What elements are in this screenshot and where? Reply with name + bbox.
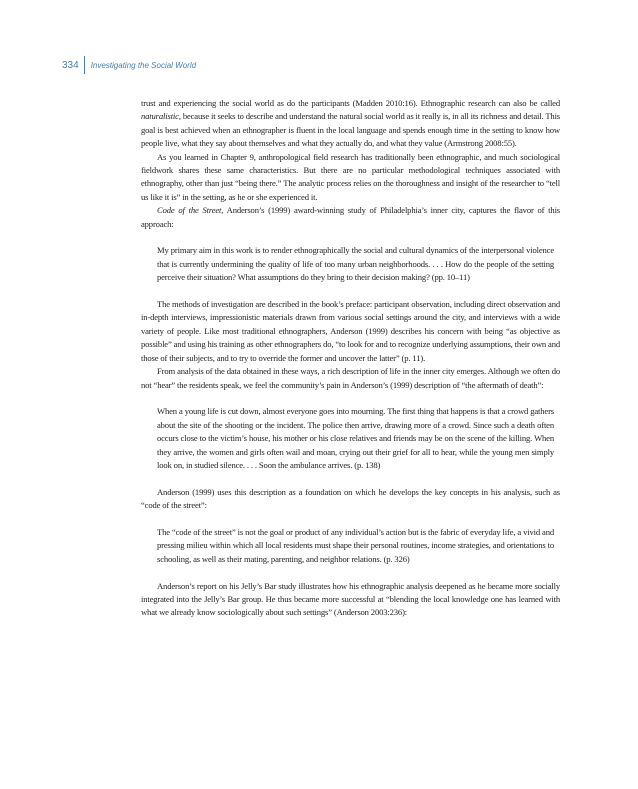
paragraph-1: trust and experiencing the social world as do the participants (Madden 2010:16). Ethnographic research can also be called naturalistic, because it seeks to describe and understand the natural social world as it really is, in all its richness and detail. This goal is best achieved when an ethnographer is fluent in the local language and spends enough time in the setting to know how people live, what they say about themselves and what they actually do, and what they value (Armstrong 2008:55).	[141, 98, 560, 149]
paragraph-3: Code of the Street, Anderson’s (1999) award-winning study of Philadelphia’s inner city, captures the flavor of this approach:	[141, 205, 561, 229]
term-naturalistic: naturalistic,	[141, 111, 181, 122]
paragraph-4: The methods of investigation are described in the book’s preface: participant observation, including direct observation and in-depth interviews, impressionistic materials drawn from various social settings around the city, and interviews with a wide variety of people. Like most traditional ethnographers, Anderson (1999) describes his concern with being “as objective as possible” and using his training as other ethnographers do, “to look for and to recognize underlying assumptions, their own and those of their subjects, and to try to override the former and uncover the latter” (p. 11).	[141, 299, 560, 363]
header-divider	[84, 56, 85, 74]
paragraph-7: Anderson’s report on his Jelly’s Bar study illustrates how his ethnographic analysis deepened as he became more socially integrated into the Jelly’s Bar group. He thus became more successful at “blending the local knowledge one has learned with what we already know sociologically about such settings” (Anderson 2003:236):	[141, 580, 560, 618]
body-text	[141, 97, 560, 620]
paragraph-6: Anderson (1999) uses this description as a foundation on which he develops the key concepts in his analysis, such as “code of the street”:	[141, 486, 560, 511]
book-title: Code of the Street,	[157, 205, 224, 216]
paragraph-2: As you learned in Chapter 9, anthropological field research has traditionally been ethnographic, and much sociological fieldwork shares these same characteristics. But there are no particular methodological techniques associated with ethnography, other than just “being there.” The analytic process relies on the thoroughness and insight of the researcher to “tell us like it is” in the setting, as he or she experienced it.	[141, 151, 560, 202]
page-number: 334	[62, 59, 79, 71]
block-quote-3: The “code of the street” is not the goal or product of any individual’s action but is the fabric of everyday life, a vivid and pressing milieu within which all local residents must shape their personal routines, income strategies, and orientations to schooling, as well as their mating, parenting, and neighbor relations. (p. 326)	[157, 526, 554, 564]
block-quote-2: When a young life is cut down, almost everyone goes into mourning. The first thing that happens is that a crowd gathers about the site of the shooting or the incident. The police then arrive, drawing more of a crowd. Since such a death often occurs close to the victim’s house, his mother or his close relatives and friends may be on the scene of the killing. When they arrive, the women and girls often wail and moan, crying out their grief for all to hear, while the young men simply look on, in studied silence. . . . Soon the ambulance arrives. (p. 138)	[157, 406, 554, 470]
running-header	[62, 56, 196, 74]
running-title: Investigating the Social World	[90, 60, 197, 70]
paragraph-5: From analysis of the data obtained in these ways, a rich description of life in the inner city emerges. Although we often do not “hear” the residents speak, we feel the community’s pain in Anderson’s (1999) description of “the aftermath of death”:	[141, 366, 560, 390]
block-quote-1: My primary aim in this work is to render ethnographically the social and cultural dynamics of the interpersonal violence that is currently undermining the quality of life of too many urban neighborhoods. . . . How do the people of the setting perceive their situation? What assumptions do they bring to their decision making? (pp. 10–11)	[157, 245, 554, 283]
